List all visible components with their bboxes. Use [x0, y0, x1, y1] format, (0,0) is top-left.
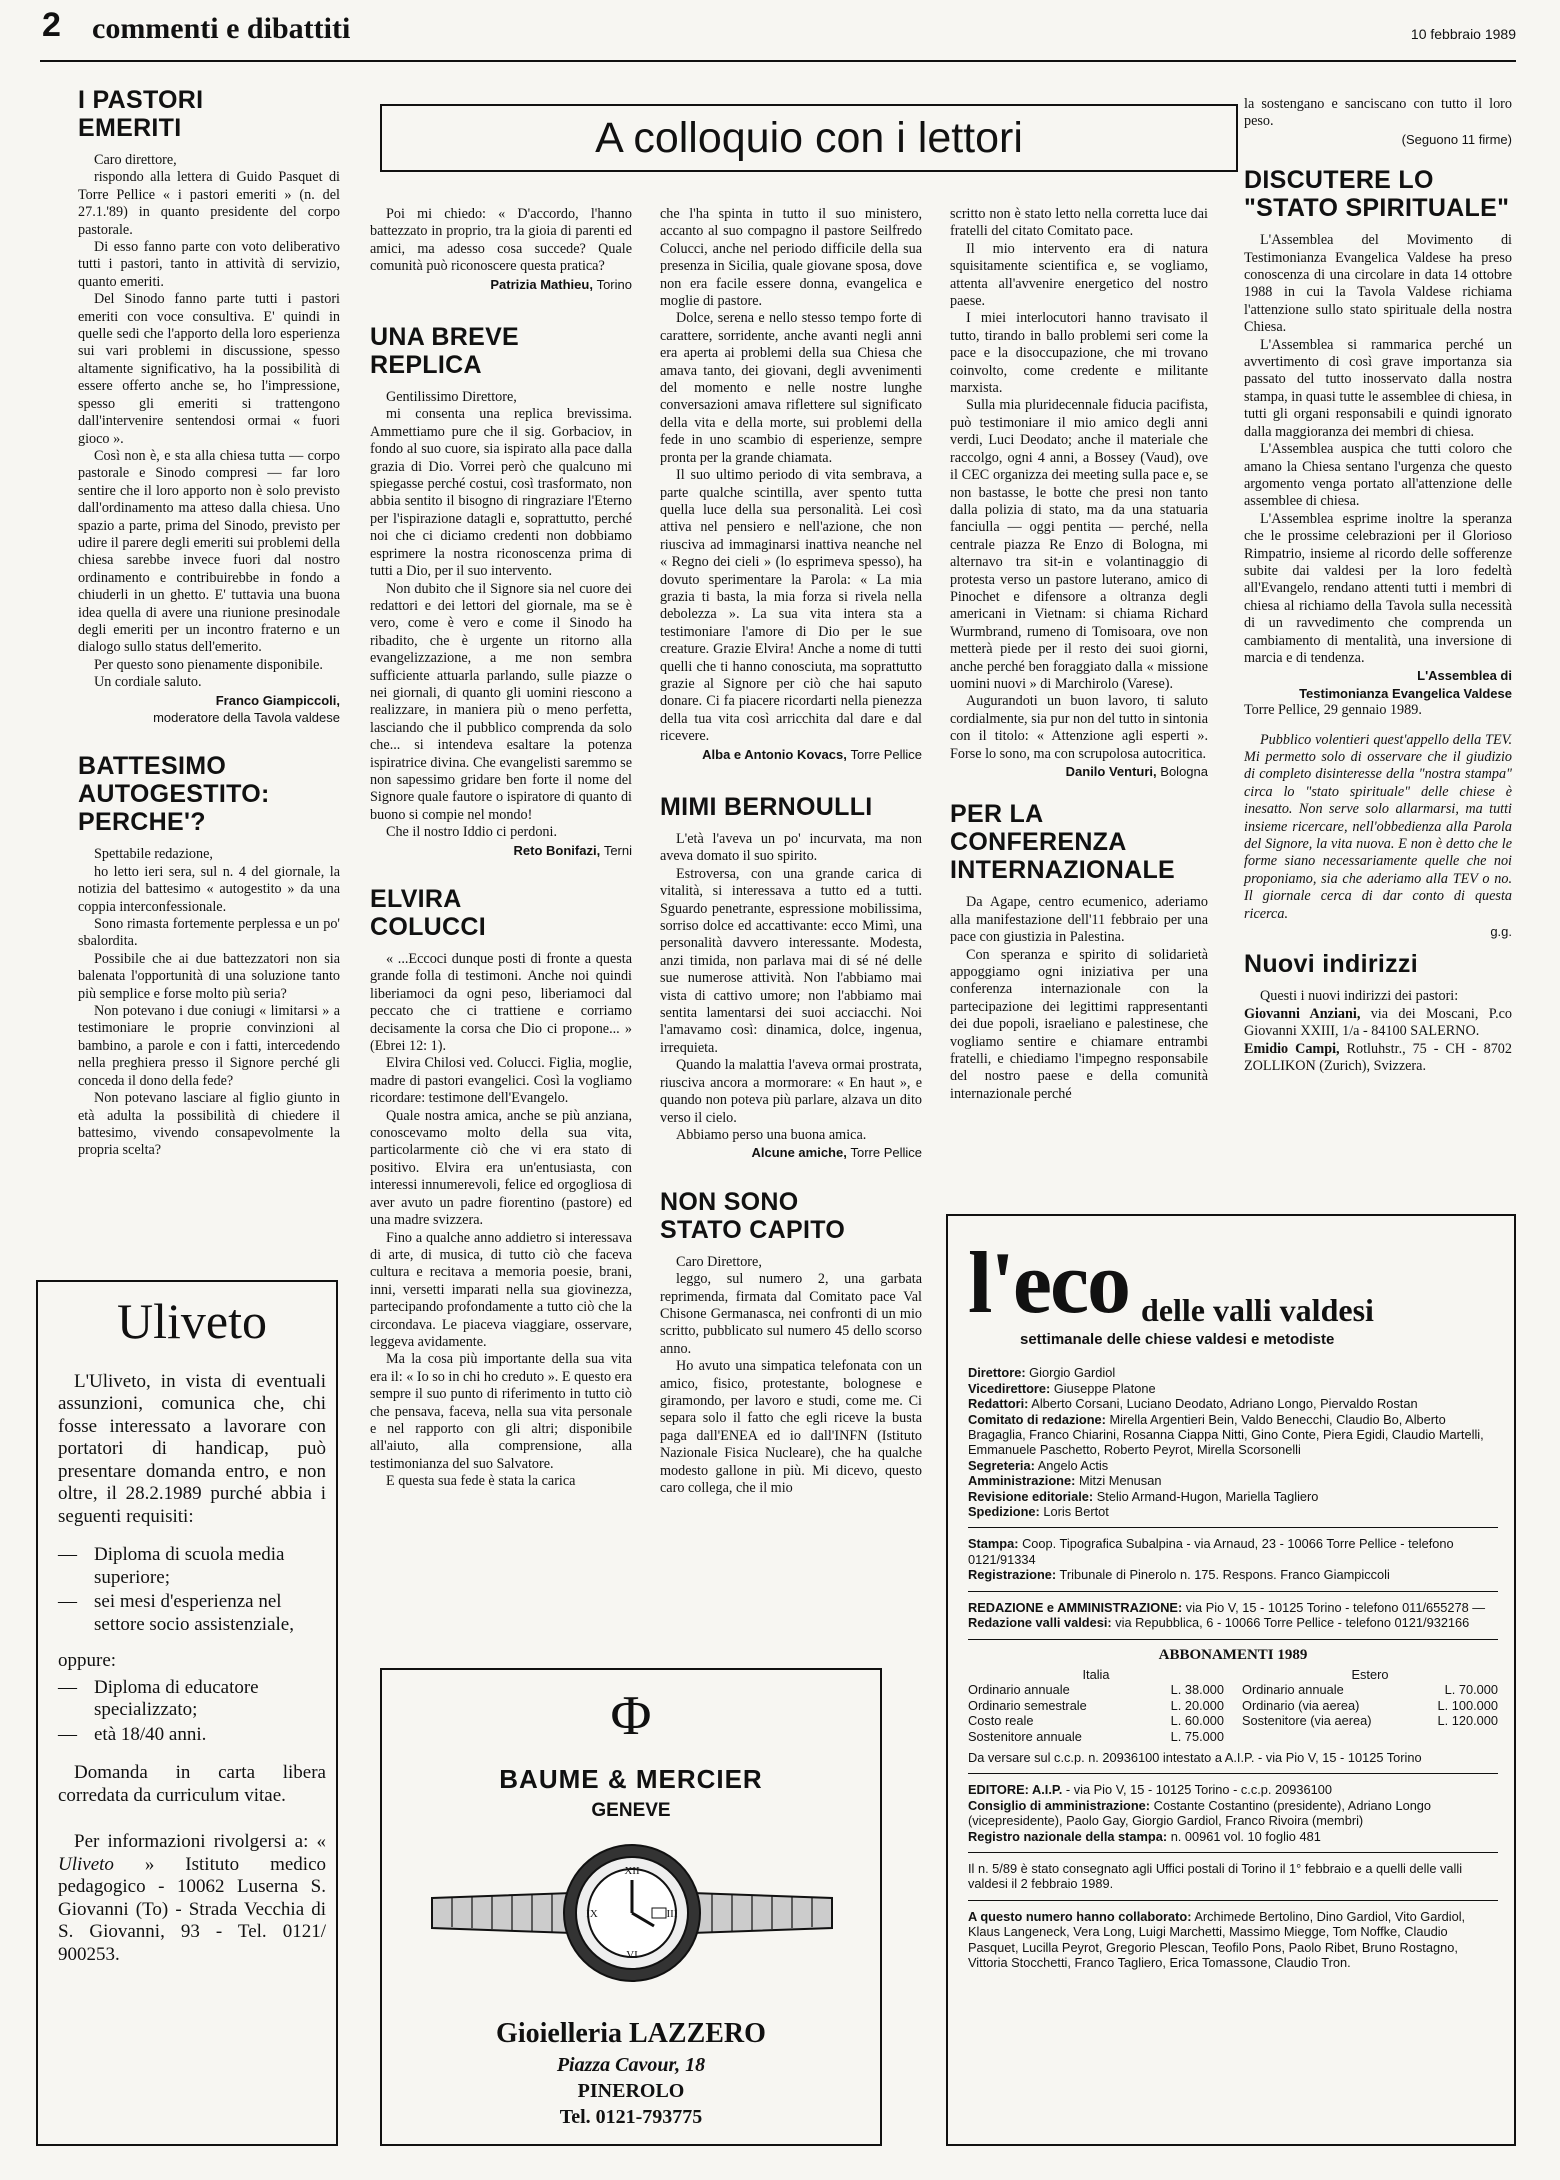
redazione: REDAZIONE e AMMINISTRAZIONE: via Pio V, 15 - 10125 Torino - telefono 011/655278 — Redazione valli valdesi: via Repubblica, 6 - 10066 Torre Pellice - telefono 0121/932166 [968, 1599, 1486, 1631]
paragraph: Questi i nuovi indirizzi dei pastori: [1260, 988, 1459, 1005]
paragraph: Sulla mia pluridecennale fiducia pacifista, può testimoniare il mio amico degli anni verdi, Luci Deodato; anche il materiale che raccolgo, ogni 4 anni, a Bossey (Vaud), ove il CEC organizza dei meeting sulla pace e, se non bastasse, le botte che presi non tanto dalla polizia di stato, ma da una statuaria fanciulla — oggi pentita — perché, nella centrale piazza Re Enzo di Bologna, mi alternavo tra sit-in e volantinaggio di protesta verso un pastore luterano, amico di Pinochet e difensore a oltranza degli americani in Vietnam: si chiama Richard Wurmbrand, rumeno di Tomisoara, ove non metterà piede per il resto dei suoi giorni, anche perché ben foraggiato dalla « missione uomini nuovi » di Marchirolo (Varese). [950, 397, 1208, 692]
paragraph: L'Assemblea auspica che tutti coloro che amano la Chiesa sentano l'urgenza che questo argomento venga portato all'attenzione delle assemblee di chiesa. [1244, 441, 1512, 510]
rate-row: Sostenitore annuale L. 75.000 [968, 1728, 1224, 1744]
consiglio: Consiglio di amministrazione: Costante Costantino (presidente), Adriano Longo (vicepresidente), Paolo Gay, Giorgio Gardiol, Franco Rivoira (membri) [968, 1797, 1432, 1829]
divider [968, 1527, 1498, 1528]
signature-role: moderatore della Tavola valdese [153, 710, 340, 725]
paragraph: rispondo alla lettera di Guido Pasquet di Torre Pellice « i pastori emeriti » (n. del 27.1.'89) in quanto presidente del corpo pastorale. [78, 169, 340, 238]
paragraph: scritto non è stato letto nella corretta luce dai fratelli del citato Comitato pace. [950, 206, 1208, 240]
paragraph: Di esso fanno parte con voto deliberativo tutti i pastori, tanto in attività di servizio, quanto emeriti. [78, 239, 340, 290]
column-4 [950, 206, 1208, 1103]
signature: Reto Bonifazi, Terni [513, 842, 632, 858]
watch-illustration [422, 1838, 842, 1988]
abbonamenti-title: ABBONAMENTI 1989 [1158, 1646, 1308, 1663]
editor-note: Pubblico volentieri quest'appello della TEV. Mi permetto solo di osservare che il giudizio di completo disinteresse della "nostra stampa" circa lo "stato spirituale" delle chiese è inesatto. Non serve solo allarmarsi, ma tutti insieme ricercare, nell'obbedienza alla Parola del Signore, la vita nuova. E non è detto che le forme siano necessariamente quelle che noi proponiamo, sia che aderiamo alla TEV o no. Il giornale cerca di dar conto di questa ricerca. [1244, 731, 1512, 922]
paragraph: Il suo ultimo periodo di vita sembrava, a parte qualche scintilla, aver spento tutta quella luce della sua personalità. Lei così attiva nel pensiero e nell'azione, che non riusciva ad immaginarsi inattiva neanche nel « Regno dei cieli » (lo esprimeva spesso), ha dovuto sperimentare la Parola: « La mia grazia ti basta, la mia forza si rivela nella debolezza ». La sua vita intera sta a testimoniare l'amore di Dio per le sue creature. Grazie Elvira! Anche a nome di tutti quelli che ti hanno conosciuta, ma soprattutto grazie al Signore per ciò che hai saputo donare. Ci fa piacere ricordarti nella pienezza della tua vita così arricchita dal dare e dal ricevere. [660, 467, 922, 745]
page-number: 2 [42, 6, 61, 44]
rates-italia [968, 1667, 1224, 1744]
paragraph: Quale nostra amica, anche se più anziana, conoscevamo molto della sua vita, particolarmente ciò che vi era stato di positivo. Elvira era un'entusiasta, con interessi innumerevoli, felice ed orgogliosa di aver avuto un padre fiorentino (pastore) ed una madre svizzera. [370, 1107, 632, 1229]
article-title-discutere: DISCUTERE LO "STATO SPIRITUALE" [1244, 166, 1510, 223]
paragraph: Quando la malattia l'aveva ormai prostrata, riusciva ancora a mormorare: « En haut », e quando non poteva più parlare, alzava un dito verso il cielo. [660, 1057, 922, 1126]
shop-phone: Tel. 0121-793775 [559, 2106, 703, 2128]
paragraph: Così non è, e sta alla chiesa tutta — corpo pastorale e Sinodo compresi — far loro sentire che il loro apporto non è solo previsto dall'ordinamento ma atteso dalla chiesa. Uno spazio a parte, prima del Sinodo, previsto per udire il parere degli emeriti sui problemi della chiesa sarebbe invece fuori dal nostro ordinamento e contribuirebbe in fondo a chiuderli in un ghetto. E' tuttavia una buona idea quella di avere una riunione presinodale degli emeriti per un incontro fraterno e un dialogo sullo status dell'emerito. [78, 447, 340, 656]
paragraph: leggo, sul numero 2, una garbata reprimenda, firmata dal Comitato pace Val Chisone Germanasca, nei confronti di un mio scritto, pubblicato sul numero 45 dello scorso anno. [660, 1271, 922, 1357]
column-1 [78, 86, 340, 1160]
paragraph: Per questo sono pienamente disponibile. [94, 656, 323, 673]
paragraph: la sostengano e sanciscano con tutto il loro peso. [1244, 96, 1512, 130]
paragraph: ho letto ieri sera, sul n. 4 del giornale, la notizia del battesimo « autogestito » da una coppia interconfessionale. [78, 863, 340, 915]
svg-text:VI: VI [626, 1949, 638, 1961]
column-3 [660, 206, 922, 1497]
staff-line: Revisione editoriale: Stelio Armand-Hugon, Mariella Tagliero [968, 1488, 1319, 1504]
article-title-pastori: I PASTORI EMERITI [78, 86, 204, 142]
paragraph: Non potevano lasciare al figlio giunto in età adulta la possibilità di chiedere il battesimo, vivendo consapevolmente la propria scelta? [78, 1090, 340, 1159]
signature: Alba e Antonio Kovacs, Torre Pellice [702, 746, 922, 762]
svg-text:III: III [666, 1908, 678, 1920]
rates-table [968, 1667, 1498, 1744]
baume-mercier-ad [380, 1668, 882, 2146]
article-title-conferenza: PER LA CONFERENZA INTERNAZIONALE [950, 800, 1176, 885]
rate-row: Costo reale L. 60.000 [968, 1713, 1224, 1729]
staff-line: Direttore: Giorgio Gardiol [968, 1365, 1116, 1381]
collaboratori: A questo numero hanno collaborato: Archimede Bertolino, Dino Gardiol, Vito Gardiol, Klaus Langeneck, Vera Long, Luigi Marchetti, Massimo Miegge, Tom Noffke, Claudio Pasquet, Lucilla Peyrot, Gregorio Plescan, Teofilo Pons, Paolo Ribet, Bruno Rostagno, Vittoria Stocchetti, Franco Tagliero, Erica Tomassone, Claudio Tron. [968, 1908, 1466, 1970]
svg-text:XII: XII [624, 1865, 640, 1877]
divider [968, 1852, 1498, 1853]
staff-line: Segreteria: Angelo Actis [968, 1457, 1109, 1473]
salutation: Spettabile redazione, [94, 846, 213, 863]
requirement: — Diploma di scuola media superiore; [58, 1544, 285, 1588]
paragraph: Non potevano i due coniugi « limitarsi » a testimoniare le proprie convinzioni al bambino, a parole e con i fatti, intercedendo nella preghiera presso il Signore perché gli conceda il dono della fede? [78, 1003, 340, 1089]
signature: Testimonianza Evangelica Valdese [1299, 685, 1512, 701]
brand-logo: Φ [610, 1685, 652, 1747]
paragraph: Ho avuto una simpatica telefonata con un amico, fisico, protestante, bolognese e giramondo, per lavoro e studi, come me. Ci separa solo il fatto che egli riceve la busta paga dall'ENEA ed io dall'INFN (Istituto Nazionale Fisica Nucleare), che ha qualche modesto gallone in più. Mi dicevo, questo caro collega, che il mio [660, 1358, 922, 1496]
uliveto-title: Uliveto [117, 1293, 267, 1349]
paragraph: E questa sua fede è stata la carica [386, 1473, 576, 1490]
requirement: — sei mesi d'esperienza nel settore socio assistenziale, [58, 1591, 294, 1635]
address: Emidio Campi, Rotluhstr., 75 - CH - 8702 ZOLLIKON (Zurich), Svizzera. [1244, 1040, 1512, 1075]
eco-title-sub: delle valli valdesi [1141, 1291, 1374, 1328]
divider [968, 1591, 1498, 1592]
article-title-indirizzi: Nuovi indirizzi [1244, 950, 1418, 979]
paragraph: Il mio intervento era di natura squisitamente scientifica e, se vogliamo, attenta all'avvenire energetico del nostro paese. [950, 240, 1208, 310]
paragraph: Poi mi chiedo: « D'accordo, l'hanno battezzato in proprio, tra la gioia di parenti ed amici, ma adesso cosa succede? Quale comunità può riconoscere questa pratica? [370, 206, 632, 275]
header-rule [40, 60, 1516, 62]
eco-title: l'eco [968, 1235, 1130, 1332]
signature-name: Franco Giampiccoli, [215, 692, 340, 708]
paragraph: Augurandoti un buon lavoro, ti saluto cordialmente, sia pur non del tutto in sintonia con il titolo: « Attenzione agli esperti ». Forse lo sono, ma con scrupolosa autocritica. [950, 693, 1208, 762]
rates-heading: Italia [1082, 1666, 1110, 1682]
paragraph: L'età l'aveva un po' incurvata, ma non aveva domato il suo spirito. [660, 831, 922, 865]
shop-town: PINEROLO [577, 2080, 685, 2102]
svg-text:IX: IX [586, 1908, 598, 1920]
rate-row: Ordinario annuale L. 38.000 [968, 1682, 1224, 1698]
editor-initials: g.g. [1490, 924, 1512, 940]
paragraph: mi consenta una replica brevissima. Ammettiamo pure che il sig. Gorbaciov, in fondo al suo cuore, sia ispirato alla pace dalla grazia di Dio. Vorrei però che qualcuno mi spiegasse perché costui, così trasformato, non abbia sentito il bisogno di ringraziare l'Eterno per l'ispirazione datagli e, soprattutto, perché noi che ci diciamo credenti non dobbiamo esprimere la nostra riconoscenza prima di tutti a Dio, per il suo intervento. [370, 406, 632, 580]
requirement: — età 18/40 anni. [58, 1723, 207, 1745]
signature: Patrizia Mathieu, Torino [490, 276, 632, 292]
staff-line: Comitato di redazione: Mirella Argentieri Bein, Valdo Benecchi, Claudio Bo, Alberto Bragaglia, Franco Chiarini, Rosanna Ciappa Nitti, Gino Conte, Piera Egidi, Claudio Martelli, Emmanuele Paschetto, Roberto Peyrot, Mirella Scorsonelli [968, 1411, 1484, 1458]
uliveto-domanda: Domanda in carta libera corredata da curriculum vitae. [58, 1762, 326, 1806]
main-title: A colloquio con i lettori [595, 113, 1023, 162]
versare: Da versare sul c.c.p. n. 20936100 intestato a A.I.P. - via Pio V, 15 - 10125 Torino [968, 1749, 1422, 1765]
stampa: Stampa: Coop. Tipografica Subalpina - via Arnaud, 23 - 10066 Torre Pellice - telefono 0121/91334 [968, 1536, 1454, 1567]
column-5 [1244, 96, 1512, 1076]
divider [968, 1639, 1498, 1640]
editore: EDITORE: A.I.P. - via Pio V, 15 - 10125 Torino - c.c.p. 20936100 [968, 1782, 1332, 1798]
issue-date: 10 febbraio 1989 [1410, 26, 1516, 42]
paragraph: Con speranza e spirito di solidarietà appoggiamo ogni iniziativa per una conferenza internazionale con la partecipazione dei legittimi rappresentanti dei due popoli, israeliano e palestinese, che vogliamo sentire e chiamare entrambi fratelli, e chiediamo l'impegno responsabile del nostro paese e della comunità internazionale perché [950, 946, 1208, 1102]
address: Giovanni Anziani, via dei Moscani, P.co Giovanni XXIII, 1/a - 84100 SALERNO. [1244, 1005, 1513, 1040]
shop-address: Piazza Cavour, 18 [556, 2054, 706, 2076]
main-title-box [380, 104, 1238, 172]
column-2 [370, 206, 632, 1491]
uliveto-info: Per informazioni rivolgersi a: « Uliveto » Istituto medico pedagogico - 10062 Luserna S. Giovanni (To) - Strada Vecchia di S. Giovanni, 93 - Tel. 0121/ 900253. [58, 1831, 326, 1965]
eco-subtitle: settimanale delle chiese valdesi e metodiste [1020, 1331, 1335, 1348]
article-title-capito: NON SONO STATO CAPITO [660, 1187, 846, 1244]
rates-estero [1242, 1667, 1498, 1744]
divider [968, 1900, 1498, 1901]
uliveto-intro: L'Uliveto, in vista di eventuali assunzioni, comunica che, chi fosse interessato a lavorare con portatori di handicap, può presentare domanda entro, e non oltre, il 28.2.1989 purché abbia i seguenti requisiti: [58, 1370, 326, 1527]
paragraph: Non dubito che il Signore sia nel cuore dei redattori e dei lettori del giornale, ma se è vero, come è vero e come il Sinodo ha ribadito, che è urgente un ritorno alla evangelizzazione, a me non sembra sufficiente attuarla parlando, sulle piazze o nei giornali, di quanto gli uomini riescono a realizzare, in maniera più o meno perfetta, lasciando che il pubblico comprenda da solo che... si intendeva esaltare la potenza ispiratrice divina. Che evangelisti saremmo se non sapessimo gridare ben forte il nome del Signore quale fautore o ispiratore di quanto di buono si compie nel mondo! [370, 580, 632, 823]
paragraph: L'Assemblea del Movimento di Testimonianza Evangelica Valdese ha preso conoscenza di una circolare in data 14 ottobre 1988 in cui la Tavola Valdese richiama l'attenzione sullo stato spirituale della nostra Chiesa. [1244, 232, 1512, 336]
paragraph: Ma la cosa più importante della sua vita era il: « Io so in chi ho creduto ». E questo era sempre il suo punto di riferimento in tutto ciò che pensava, faceva, nella sua vita personale e nel rapporto con gli altri; disponibile all'aiuto, alla comprensione, alla testimonianza del suo Salvatore. [370, 1351, 632, 1472]
paragraph: L'Assemblea si rammarica perché un avvertimento di così grave importanza sia passato del tutto inosservato dalla nostra stampa, in quasi tutte le assemblee di chiesa, in tutti gli organi responsabili e quindi ignorato dalla maggioranza dei membri di chiesa. [1244, 336, 1512, 440]
article-title-battesimo: BATTESIMO AUTOGESTITO: PERCHE'? [78, 752, 270, 837]
rate-row: Ordinario semestrale L. 20.000 [968, 1697, 1224, 1713]
brand-name: BAUME & MERCIER [499, 1764, 763, 1794]
registro: Registro nazionale della stampa: n. 00961 vol. 10 foglio 481 [968, 1828, 1321, 1844]
seguono-firme: (Seguono 11 firme) [1401, 131, 1512, 147]
staff-list [968, 1365, 1498, 1519]
paragraph: Dolce, serena e nello stesso tempo forte di carattere, sorridente, anche avanti negli anni era aperta ai problemi della sua Chiesa che amava tanto, dei giovani, degli avvenimenti del momento e nelle nostre lunghe conversazioni amava riflettere sul significato della vita e della morte, sui problemi della fede in uno scambio di esperienze, sempre pronta per la grande chiamata. [660, 310, 922, 466]
rates-heading: Estero [1351, 1666, 1389, 1682]
article-title-replica: UNA BREVE REPLICA [370, 323, 520, 380]
staff-line: Vicedirettore: Giuseppe Platone [968, 1380, 1156, 1396]
paragraph: Sono rimasta fortemente perplessa e un po' sbalordita. [78, 916, 340, 950]
eco-logo [968, 1235, 1498, 1332]
paragraph: « ...Eccoci dunque posti di fronte a questa grande folla di testimoni. Anche noi quindi liberiamoci da ogni peso, liberiamoci dal peccato che ci trattiene e corriamo decisamente la corsa che Dio ci propone... » (Ebrei 12: 1). [370, 951, 632, 1055]
salutation: Caro direttore, [94, 152, 177, 168]
paragraph: Estroversa, con una grande carica di vitalità, si interessava a tutto ed a tutti. Sguardo penetrante, espressione mobilissima, sorriso dolce ed accattivante: ecco Mimì, una personalità davvero interessante. Modesta, anzi timida, non parlava mai di sé né delle sue numerose attività. Non l'abbiamo mai vista di cattivo umore; non l'abbiamo mai sentita lamentarsi dei suoi acciacchi. Noi l'amavamo così: dinamica, dolce, ingenua, irrequieta. [660, 865, 922, 1056]
rate-row: Ordinario (via aerea) L. 100.000 [1242, 1697, 1498, 1713]
signature-place: Torre Pellice, 29 gennaio 1989. [1244, 702, 1422, 719]
staff-line: Amministrazione: Mitzi Menusan [968, 1473, 1162, 1489]
paragraph: Fino a qualche anno addietro si interessava di arte, di musica, di tutto ciò che faceva cultura e recitava a memoria poesie, brani, inni, versetti imparati nella sua giovinezza, partecipando profondamente a tutto ciò che la circondava. Le piaceva viaggiare, osservare, leggeva avidamente. [370, 1229, 632, 1350]
rate-row: Sostenitore (via aerea) L. 120.000 [1242, 1713, 1498, 1729]
staff-line: Redattori: Alberto Corsani, Luciano Deodato, Adriano Longo, Piervaldo Rostan [968, 1396, 1418, 1412]
signature: Danilo Venturi, Bologna [1065, 764, 1208, 779]
consegnato: Il n. 5/89 è stato consegnato agli Uffici postali di Torino il 1° febbraio e a quelli delle valli valdesi il 2 febbraio 1989. [968, 1860, 1463, 1892]
paragraph: Abbiamo perso una buona amica. [676, 1126, 867, 1143]
signature: L'Assemblea di [1417, 668, 1512, 684]
paragraph: Del Sinodo fanno parte tutti i pastori emeriti con voce consultiva. E' quindi in quelle sedi che l'apporto della loro esperienza sui vari problemi in discussione, spesso altamente significativo, ha la possibilità di essere offerto anche se, ho l'impressione, spesso gli emeriti si trattengono dall'intervenire sentendosi ormai « fuori gioco ». [78, 291, 340, 447]
article-title-mimi: MIMI BERNOULLI [660, 793, 873, 821]
article-title-elvira: ELVIRA COLUCCI [370, 885, 486, 941]
uliveto-ad [36, 1280, 338, 2146]
paragraph: Da Agape, centro ecumenico, aderiamo alla manifestazione dell'11 febbraio per una pace con giustizia in Palestina. [950, 894, 1208, 946]
section-title: commenti e dibattiti [92, 12, 351, 45]
registrazione: Registrazione: Tribunale di Pinerolo n. 175. Respons. Franco Giampiccoli [968, 1567, 1390, 1583]
salutation: Caro Direttore, [676, 1253, 762, 1270]
paragraph: che l'ha spinta in tutto il suo ministero, accanto al suo compagno il pastore Seilfredo Colucci, anche nel periodo difficile della sua presenza in Sicilia, quale giovane sposa, dove non era facile essere donna, evangelica e moglie di pastore. [660, 206, 922, 310]
brand-city: GENEVE [591, 1800, 671, 1821]
paragraph: I miei interlocutori hanno travisato il tutto, tirando in ballo problemi seri come la pace e la disoccupazione, che mi trovano coinvolto, come credente e militante marxista. [950, 310, 1208, 397]
paragraph: Possibile che ai due battezzatori non sia balenata l'opportunità di una soluzione tanto più semplice e forse molto più seria? [78, 950, 340, 1002]
paragraph: Un cordiale saluto. [94, 674, 202, 691]
shop-name: Gioielleria LAZZERO [496, 2018, 766, 2049]
paragraph: Elvira Chilosi ved. Colucci. Figlia, moglie, madre di pastori evangelici. Così la vogliamo ricordare: testimone dell'Evangelo. [370, 1055, 632, 1107]
oppure: oppure: [58, 1650, 117, 1671]
divider [968, 1773, 1498, 1774]
staff-line: Spedizione: Loris Bertot [968, 1504, 1109, 1520]
paragraph: L'Assemblea esprime inoltre la speranza che le prossime celebrazioni per il Glorioso Rimpatrio, insieme al ricordo delle sofferenze subite dai valdesi per la loro fedeltà all'Evangelo, rendano attenti tutti i membri di chiesa al richiamo della Tavola sulla necessità di un ravvedimento che comprenda un cambiamento di mentalità, una inversione di marcia e di tendenza. [1244, 510, 1512, 666]
requirement: — Diploma di educatore specializzato; [58, 1676, 259, 1720]
rate-row: Ordinario annuale L. 70.000 [1242, 1682, 1498, 1698]
eco-masthead [946, 1214, 1516, 2146]
salutation: Gentilissimo Direttore, [386, 389, 517, 406]
paragraph: Che il nostro Iddio ci perdoni. [386, 824, 558, 841]
signature: Alcune amiche, Torre Pellice [751, 1145, 922, 1161]
